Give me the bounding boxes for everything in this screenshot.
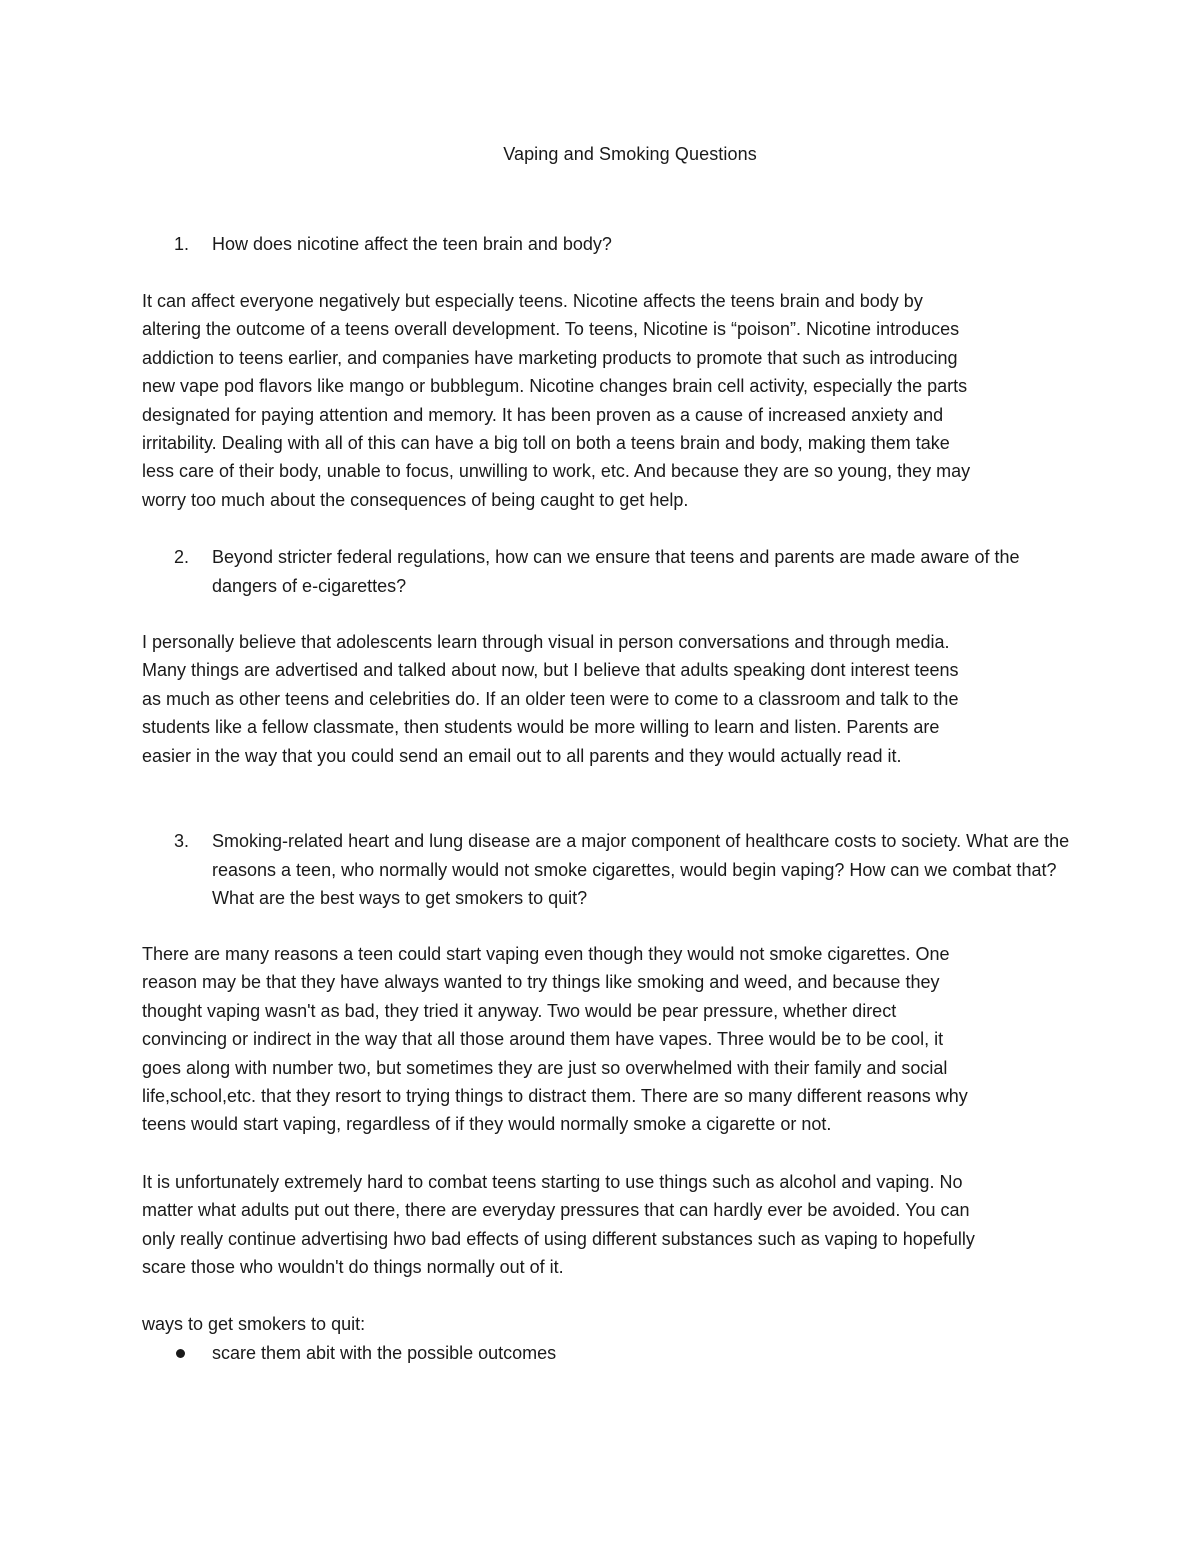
bullet-icon <box>176 1349 185 1358</box>
question-number: 1. <box>174 234 190 254</box>
question-2 <box>174 543 1072 600</box>
question-text: How does nicotine affect the teen brain and body? <box>212 234 612 254</box>
bullet-list-heading: ways to get smokers to quit: <box>142 1314 366 1334</box>
answer-3-paragraph-2: It is unfortunately extremely hard to combat teens starting to use things such as alcohol and vaping. No matter what adults put out there, there are everyday pressures that can hardly ever be avoided. You can only really continue advertising hwo bad effects of using different substances such as vaping to hopefully scare those who wouldn't do things normally out of it. <box>142 1172 975 1278</box>
answer-1-paragraph: It can affect everyone negatively but especially teens. Nicotine affects the teens brain and body by altering the outcome of a teens overall development. To teens, Nicotine is “poison”. Nicotine introduces addiction to teens earlier, and companies have marketing products to promote that such as introducing new vape pod flavors like mango or bubblegum. Nicotine changes brain cell activity, especially the parts designated for paying attention and memory. It has been proven as a cause of increased anxiety and irritability. Dealing with all of this can have a big toll on both a teens brain and body, making them take less care of their body, unable to focus, unwilling to work, etc. And because they are so young, they may worry too much about the consequences of being caught to get help. <box>142 291 971 510</box>
list-item <box>212 1339 1072 1368</box>
question-text: Smoking-related heart and lung disease are a major component of healthcare costs to society. What are the reasons a teen, who normally would not smoke cigarettes, would begin vaping? How can we combat that? What are the best ways to get smokers to quit? <box>212 831 1070 908</box>
question-number: 2. <box>174 547 190 567</box>
list-item-text: scare them abit with the possible outcomes <box>212 1343 557 1363</box>
question-3 <box>174 827 1072 913</box>
answer-2-paragraph: I personally believe that adolescents learn through visual in person conversations and through media. Many things are advertised and talked about now, but I believe that adults speaking dont interest teens as much as other teens and celebrities do. If an older teen were to come to a classroom and talk to the students like a fellow classmate, then students would be more willing to learn and listen. Parents are easier in the way that you could send an email out to all parents and they would actually read it. <box>142 632 959 766</box>
question-number: 3. <box>174 831 190 851</box>
answer-3-paragraph-1: There are many reasons a teen could start vaping even though they would not smoke cigarettes. One reason may be that they have always wanted to try things like smoking and weed, and because they thought vaping wasn't as bad, they tried it anyway. Two would be pear pressure, whether direct convincing or indirect in the way that all those around them have vapes. Three would be to be cool, it goes along with number two, but sometimes they are just so overwhelmed with their family and social life,school,etc. that they resort to trying things to distract them. There are so many different reasons why teens would start vaping, regardless of if they would normally smoke a cigarette or not. <box>142 944 968 1135</box>
question-1 <box>174 230 1072 259</box>
document-title: Vaping and Smoking Questions <box>503 144 757 164</box>
question-text: Beyond stricter federal regulations, how can we ensure that teens and parents are made aware of the dangers of e-cigarettes? <box>212 547 1020 596</box>
